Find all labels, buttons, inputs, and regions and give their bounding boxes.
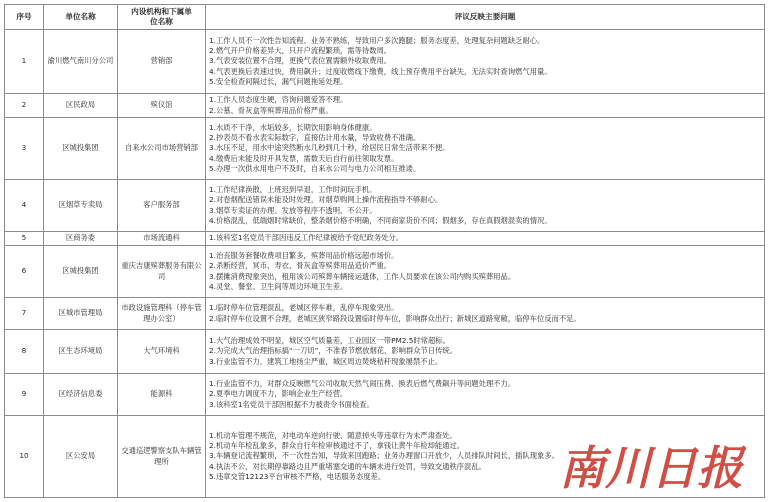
issue-line: 3.烟草专卖证的办理、发放等程序不透明、不公开。 [209, 205, 377, 215]
issue-line: 4.价格混乱，低端烟时常缺价，整条烟价格不明确，不同商家货价不同；假烟多，存在真假烟混卖的情况。 [209, 215, 552, 225]
row-number: 4 [5, 180, 44, 232]
issue-line: 5.违章交管12123平台审核不严格，电话服务态度差。 [209, 471, 386, 481]
issue-line: 3.水压不足，用水中途突然断水几秒到几十秒，给居民日常生活带来不便。 [209, 143, 450, 153]
issue-line: 3.车辆登记流程繁琐，不一次性告知，导致来回跑路；业务办理窗口开放少，人员排队时间长，插队现象多。 [209, 451, 559, 461]
header-dept [118, 5, 206, 30]
issue-line: 1.水质不干净，水垢较多，长期饮用影响身体健康。 [209, 122, 377, 132]
unit-name: 区公安局 [44, 416, 118, 498]
table-row [5, 374, 765, 416]
table-row [5, 232, 765, 246]
row-number: 9 [5, 374, 44, 416]
issue-line: 2.公墓、骨灰盒等殡葬用品价格严重。 [209, 105, 333, 115]
issues-cell [206, 118, 765, 180]
issue-line: 4.灵堂、餐堂、卫生间等周边环境卫生差。 [209, 281, 348, 291]
table-row [5, 330, 765, 374]
issue-line: 3.摆摊消费现象突出，租用该公司殡葬车辆接运遗体，工作人员要求在该公司内购买殡葬用品。 [209, 271, 516, 281]
table-row [5, 180, 765, 232]
issue-line: 2.对卷烟配送错误未能及时处理，对烟草购网上操作流程指导不够耐心。 [209, 195, 443, 205]
dept-name: 市场流通科 [118, 232, 206, 246]
issue-line: 3.该科室1名党员干部因根据不力被责令书面检查。 [209, 399, 374, 409]
issue-line: 1.治丧服务套餐收费项目繁多，殡葬用品价格远超市场价。 [209, 251, 399, 261]
issue-line: 5.安全检查间隔过长，漏气问题拖延处理。 [209, 76, 348, 86]
unit-name: 区城市管理局 [44, 298, 118, 330]
issues-cell [206, 232, 765, 246]
header-issues: 评议反映主要问题 [206, 5, 765, 30]
unit-name: 区城投集团 [44, 246, 118, 298]
issue-line: 1.该科室1名党员干部因违反工作纪律被给予党纪政务处分。 [209, 233, 404, 243]
table-row [5, 94, 765, 118]
header-row [5, 5, 765, 30]
header-dept-text: 内设机构和下属单位名称 [131, 7, 192, 26]
issue-line: 3.气表安装位置不合理，更换气表位置需额外收取费用。 [209, 56, 392, 66]
dept-name: 客户服务部 [118, 180, 206, 232]
issues-cell [206, 246, 765, 298]
row-number: 10 [5, 416, 44, 498]
unit-name: 区民政局 [44, 94, 118, 118]
issue-line: 4.气表更换后表速过快，费用飙升；过度收燃线下缴费，线上预存费用平台缺失，无法实时查询燃气用量。 [209, 66, 552, 76]
dept-name: 殡仪馆 [118, 94, 206, 118]
unit-name: 区生态环境局 [44, 330, 118, 374]
table-row [5, 30, 765, 94]
dept-name: 营销部 [118, 30, 206, 94]
watermark-text: 南川日报 [559, 441, 743, 495]
issue-line: 2.燃气开户价格差异大，只开户流程繁琐，需等待数周。 [209, 46, 392, 56]
unit-name: 区商务委 [44, 232, 118, 246]
issue-line: 1.机动车管理不规范，对电动车逆向行驶、随意掉头等违章行为未严肃查处。 [209, 430, 457, 440]
header-unit: 单位名称 [44, 5, 118, 30]
issue-line: 3.行业监管不力，建筑工地扬尘严重，城区周边焚烧秸秆现象屡禁不止。 [209, 356, 443, 366]
issues-cell [206, 94, 765, 118]
dept-name: 自来水公司市场营销部 [118, 118, 206, 180]
dept-name: 能源科 [118, 374, 206, 416]
issue-line: 2.临时停车位设置不合理，老城区狭窄路段设置临时停车位，影响群众出行；新城区道路宽敞，临停车位反而不足。 [209, 313, 581, 323]
issues-cell [206, 30, 765, 94]
dept-name: 重庆吉康殡葬服务有限公司 [118, 246, 206, 298]
issues-cell [206, 298, 765, 330]
issues-cell [206, 330, 765, 374]
issue-line: 1.大气治理成效不明显，城区空气质量差，工业园区一带PM2.5时常超标。 [209, 336, 450, 346]
issue-line: 5.办理一次供水用电户不及时，自来水公司与电力公司相互推诿。 [209, 163, 421, 173]
evaluation-table [4, 4, 765, 498]
issue-line: 1.工作人员态度生硬，咨询问题爱答不理。 [209, 95, 348, 105]
table-row [5, 118, 765, 180]
table-row [5, 298, 765, 330]
issue-line: 4.缴费后未能及时开具发票，需数天后自行前往领取发票。 [209, 153, 399, 163]
issue-line: 2.夏季电力调度不力，影响企业生产经营。 [209, 389, 348, 399]
unit-name: 区烟草专卖局 [44, 180, 118, 232]
issue-line: 2.抄表员不看水表实际数字，直接估计用水量，导致收费不准确。 [209, 133, 421, 143]
header-no: 序号 [5, 5, 44, 30]
issues-cell [206, 374, 765, 416]
issue-line: 1.临时停车位管理混乱，老城区停车难，乱停车现象突出。 [209, 303, 399, 313]
issue-line: 2.为完成大气治理指标搞“一刀切”，不准春节燃放烟花，影响群众节日传统。 [209, 346, 458, 356]
unit-name: 区经济信息委 [44, 374, 118, 416]
row-number: 8 [5, 330, 44, 374]
newspaper-watermark-logo [556, 432, 746, 496]
unit-name: 渝川燃气南川分公司 [44, 30, 118, 94]
issue-line: 2.杀断经营，冥币、寿衣、骨灰盒等殡葬用品造价严重。 [209, 261, 392, 271]
issue-line: 2.机动车年检乱象多，群众自行年检审核通过不了，拿钱让黄牛年检却能通过。 [209, 441, 465, 451]
table-row [5, 246, 765, 298]
unit-name: 区城投集团 [44, 118, 118, 180]
row-number: 7 [5, 298, 44, 330]
issue-line: 1.工作纪律涣散，上班迟到早退，工作时间玩手机。 [209, 185, 377, 195]
row-number: 2 [5, 94, 44, 118]
issue-line: 1.工作人员不一次性告知流程、业务不熟练，导致用户多次跑腿；服务态度差，处理复杂问题缺乏耐心。 [209, 35, 545, 45]
issue-line: 4.执法不公，对长期停靠路边且严重堵塞交通的车辆未进行处罚，导致交通秩序混乱。 [209, 461, 486, 471]
issues-cell [206, 180, 765, 232]
dept-name: 市政设施管理科（停车管理办公室） [118, 298, 206, 330]
row-number: 3 [5, 118, 44, 180]
issue-line: 1.行业监管不力，对群众反映燃气公司收取天然气闹压费、换表后燃气费飙升等问题处理不力。 [209, 379, 516, 389]
dept-name: 大气环境科 [118, 330, 206, 374]
dept-name: 交通巡逻警察支队车辆管理所 [118, 416, 206, 498]
row-number: 6 [5, 246, 44, 298]
row-number: 1 [5, 30, 44, 94]
row-number: 5 [5, 232, 44, 246]
